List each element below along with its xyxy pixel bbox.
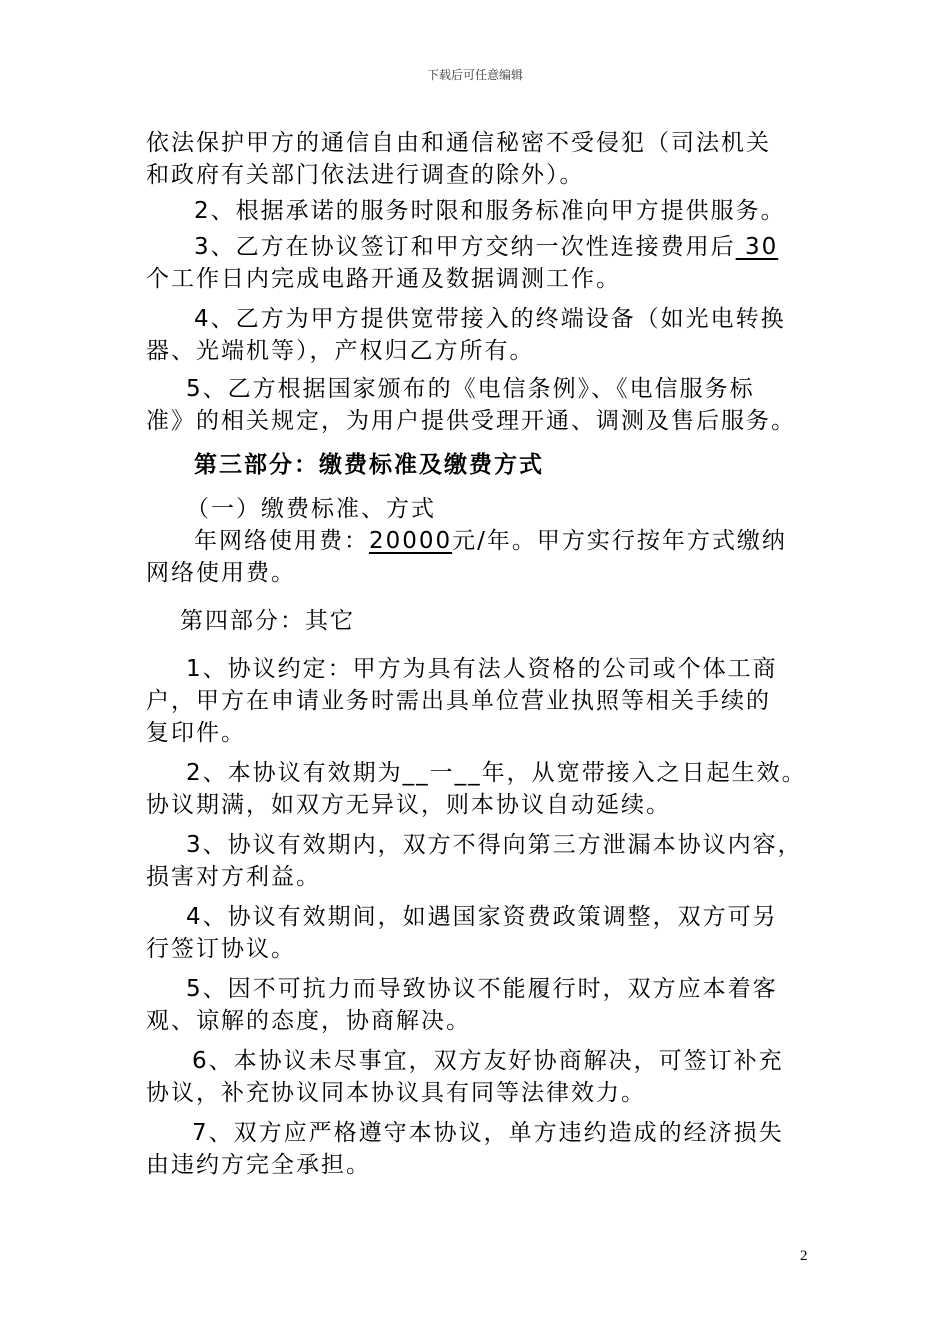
text-run: 4、协议有效期间，如遇国家资费政策调整，双方可另 [186,904,778,930]
text-run: 第四部分：其它 [180,608,355,634]
text-line [146,1077,814,1109]
underlined-field: 30 [735,234,779,260]
text-run: 年网络使用费： [194,528,369,554]
text-run: 第三部分：缴费标准及缴费方式 [194,452,544,478]
text-run: 损害对方利益。 [146,864,321,890]
text-run: 5、因不可抗力而导致协议不能履行时，双方应本着客 [186,976,778,1002]
text-line [146,757,814,789]
text-line [146,861,814,893]
text-line [146,195,814,227]
text-run: 准》的相关规定，为用户提供受理开通、调测及售后服务。 [146,408,796,434]
text-line [146,525,814,557]
text-run: 行签订协议。 [146,936,296,962]
text-run: 观、谅解的态度，协商解决。 [146,1008,471,1034]
document-body [146,127,814,1181]
text-run: 器、光端机等），产权归乙方所有。 [146,338,535,364]
text-line [146,159,814,191]
text-line [146,449,814,481]
text-run: 年，从宽带接入之日起生效。 [481,760,807,786]
text-run: 1、协议约定：甲方为具有法人资格的公司或个体工商 [186,656,778,682]
text-run: 2、本协议有效期为 [186,760,403,786]
text-line [146,405,814,437]
text-line [146,901,814,933]
text-line [146,789,814,821]
text-line [146,605,814,637]
text-run: 4、乙方为甲方提供宽带接入的终端设备（如光电转换 [194,306,786,332]
text-line [146,1005,814,1037]
text-line [146,335,814,367]
blank-field: __一__ [402,760,482,786]
text-run: 元/年。甲方实行按年方式缴纳 [452,528,787,554]
text-run: 依法保护甲方的通信自由和通信秘密不受侵犯（司法机关 [146,130,771,156]
text-run: 复印件。 [146,720,246,746]
text-run: 协议期满，如双方无异议，则本协议自动延续。 [146,792,671,818]
text-run: 和政府有关部门依法进行调查的除外）。 [146,162,585,188]
text-run: 5、乙方根据国家颁布的《电信条例》、《电信服务标 [186,376,755,402]
text-line [146,933,814,965]
underlined-field: 20000 [369,528,453,554]
text-line [146,1117,814,1149]
text-line [146,231,814,263]
text-run: 由违约方完全承担。 [146,1152,371,1178]
text-line [146,557,814,589]
text-line [146,829,814,861]
text-run: 2、根据承诺的服务时限和服务标准向甲方提供服务。 [194,198,786,224]
text-run: 6、本协议未尽事宜，双方友好协商解决，可签订补充 [192,1048,784,1074]
text-run: 3、乙方在协议签订和甲方交纳一次性连接费用后 [194,234,736,260]
text-run: （一）缴费标准、方式 [186,496,436,522]
text-line [146,127,814,159]
text-run: 协议，补充协议同本协议具有同等法律效力。 [146,1080,646,1106]
text-line [146,1149,814,1181]
text-run: 3、协议有效期内，双方不得向第三方泄漏本协议内容， [186,832,803,858]
text-line [146,685,814,717]
text-line [146,373,814,405]
text-line [146,1045,814,1077]
text-line [146,653,814,685]
text-run: 个工作日内完成电路开通及数据调测工作。 [146,266,621,292]
text-run: 7、双方应严格遵守本协议，单方违约造成的经济损失 [192,1120,784,1146]
text-run: 网络使用费。 [146,560,296,586]
text-line [146,303,814,335]
text-line [146,493,814,525]
text-line [146,263,814,295]
page-header: 下载后可任意编辑 [426,68,523,82]
text-line [146,973,814,1005]
text-line [146,717,814,749]
page-number: 2 [800,1248,808,1264]
text-run: 户，甲方在申请业务时需出具单位营业执照等相关手续的 [146,688,771,714]
